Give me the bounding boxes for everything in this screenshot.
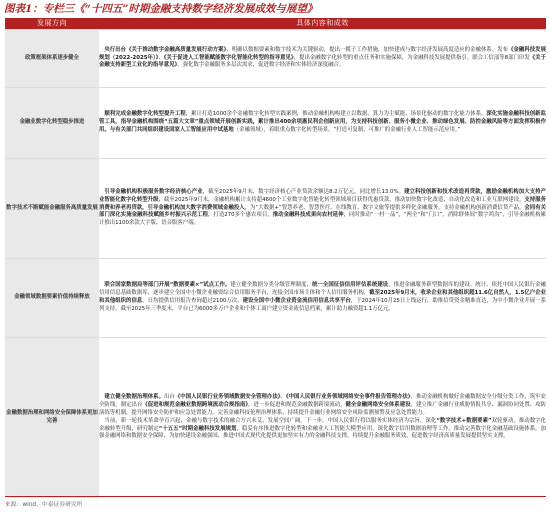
content-paragraph	[99, 418, 546, 441]
body-text: ，稳妥有序推进数字化转型和金融业人工智能大模型应用，深化数字信用数据治理等工作，推动完善数字化金融基础设施体系，加强金融网络和数据安全保障，为加快建设金融强国、推进中国式现代化提供更加坚实有力的金融科技支撑，持续提升金融服务质效，促进数字经济高质量发展提供坚实支撑。	[99, 425, 546, 440]
bottom-divider	[5, 496, 546, 497]
table-row	[5, 88, 546, 159]
content-paragraph	[99, 189, 546, 228]
row-content	[99, 88, 546, 159]
highlight-text: 《中国人民银行业务领域网络安全事件报告管理办法》	[285, 394, 411, 401]
content-paragraph	[99, 111, 546, 134]
body-text: 当前，新一轮技术革命孕育兴起，金融与数字技术的融合方兴未艾，发展空间广阔。下一步，中国人民银行将以服务实体经济为宗旨，深化	[104, 417, 437, 424]
highlight-text: 《关于促进人工智能赋能数字化智能化转型的指导意见》	[163, 54, 294, 61]
policy-table	[5, 18, 546, 498]
highlight-text: 深化实施金融科技创新监管工具	[99, 111, 546, 126]
highlight-text: 推动金融科技成果向农村延伸	[272, 212, 344, 219]
body-text: 建立健全数据分类分级管理制度，	[230, 282, 313, 289]
highlight-text: 《关于金融支持新型工业化的指导意见》	[99, 54, 546, 69]
table-header-row	[5, 18, 546, 30]
body-text: 双轮驱动，推动数字化金融转型升级，研究制定	[99, 417, 546, 432]
content-paragraph	[99, 47, 546, 70]
source-note: 来源：wind，中泰证券研究所	[5, 502, 83, 508]
body-text: ，提出金融数字化转型的重点任务和实施保障，为金融科技发展提供指引。联合工信部等8部门印发	[293, 54, 530, 61]
highlight-text: 建设全国中小微企业资金流信用信息共享平台	[242, 298, 351, 304]
body-text: ，打造270多个惠农项目，	[207, 212, 273, 219]
row-direction: 政策框架体系逐步健全	[5, 30, 99, 88]
figure-title: 图表1：专栏三《“十四五”时期金融支持数字经济发展成效与展望》	[4, 3, 318, 15]
body-text: ，推进金融服务新型数据库的建设。统计、依托中国人民银行金融信用信息基础数据库，逐步建立全国中小微企业融资综合信用服务平台，连接全国市场主体和个人信用服务机构，	[99, 282, 546, 297]
highlight-text: 联合国家数据局等部门开展“数据要素×”试点工作。	[104, 282, 231, 289]
row-content	[99, 159, 546, 259]
highlight-text: 引导金融机构积极服务数字经济核心产业	[104, 189, 203, 195]
highlight-text: “十五五”时期金融科技发展规划	[158, 425, 237, 432]
table-row	[5, 338, 546, 498]
content-paragraph	[99, 394, 546, 417]
body-text: 、	[280, 394, 286, 401]
row-direction: 金融领域数据要素价值持续释放	[5, 259, 99, 338]
row-content	[99, 338, 546, 498]
row-content	[99, 259, 546, 338]
highlight-text: 央行出台《关于推动数字金融高质量发展行动方案》	[104, 46, 227, 53]
body-text: ，截至2025年9月末，数字经济核心产业贷款余额达8.2万亿元，同比增长13.0%。	[202, 189, 405, 195]
row-direction: 金融业数字化转型稳步推进	[5, 88, 99, 159]
highlight-text: 建立健全数据治理体系。	[104, 394, 164, 401]
body-text: ，明确以数据要素和数字技术为关键驱动，提出一揽子工作措施，加快建成与数字经济发展高度适应的金融体系。发布	[226, 46, 509, 53]
body-text: ，截至2025年9月末，金融机构累计支持超4600个工业数字化智能化转型领域项目获得优惠贷款，推动加快数字化改造、自动化改造和工业互联网建设。	[158, 196, 525, 203]
highlight-text: 截至2025年9月末，收录企业和其他组织超11.6亿自然人，1.5亿户企业和其他组织的信息	[99, 290, 546, 304]
table-row	[5, 30, 546, 88]
table-row	[5, 159, 546, 259]
body-text: ，强化数字金融服务多层次需求，促进数字经济和实体经济深度融合。	[177, 62, 345, 69]
content-paragraph	[99, 282, 546, 313]
body-text: ，为“大数据+”智慧养老、智慧医疗、在线教育、数字文旅等提供多样化金融服务。支持金融机构创新消费信贷产品。	[244, 204, 525, 211]
highlight-text: 统一全国征信信用评估系统建设	[312, 282, 389, 289]
body-text: 出台	[163, 394, 175, 401]
body-text: ，同时推动“一村一品”，“两全”和“门口”，消除群体间“数字鸿沟”，引导金融机构累计推出1100余款大字版、语音版客户端。	[99, 212, 546, 227]
highlight-text: 《促进和规范金融业数据跨境流动合规指南》	[142, 402, 248, 409]
body-text: ，累计打造1000余个金融数字化转型实践案例，推动金融机构构建立以数据、算力为主赋能、场景化驱动的数字化能力体系。	[185, 111, 487, 118]
row-direction: 数字技术不断赋能金融服务高质量发展	[5, 159, 99, 259]
highlight-text: 《金融科技发展规划（2022-2025年）》	[99, 46, 546, 61]
highlight-text: ，指导金融机构围绕“五篇大文章”重点领域开展创新实践，累计推出400余项惠民利企创新应用，为支持科技创新、服务小微企业、推动绿色发展、防控金融风险等方面发挥积极作用。与有关部门共同组织建设国家人工智能应用中试基地	[99, 119, 546, 133]
body-text: （金融领域），着眼重点数字化转型场景，“打造可复制、可推广的金融行业人工智能示范应用。”	[233, 126, 461, 133]
body-text: ，进一步促进和规范金融数据跨境流动。	[248, 402, 346, 409]
body-text: ，推动金融机构做好金融数据安全分级分类工作，筑牢安全防线。制定出台	[99, 394, 546, 409]
highlight-text: 顺利完成金融数字化转型提升工程	[104, 111, 186, 118]
header-direction: 发展方向	[5, 18, 99, 30]
body-text: 、	[158, 54, 164, 61]
header-content: 具体内容和成效	[99, 18, 546, 30]
body-text: 。日均提供信用报告查询超过2100万次。	[142, 298, 243, 304]
body-text: ，于2024年10月25日上线运行，助推信贷资金精准直达，为中小微企业开展一系列支持。截至2025年三季度末，平台已为6000多万户企业和个体工商户建立资金流信息档案，累计助力融资超1.1万亿元。	[99, 298, 546, 312]
highlight-text: “数字技术+数据要素”	[436, 417, 492, 424]
highlight-text: 《中国人民银行业务领域数据安全管理办法》	[174, 394, 281, 401]
row-content	[99, 30, 546, 88]
table-row	[5, 259, 546, 338]
highlight-text: 支持服务消费和养老再贷款，引导金融机构加大数字消费领域金融投入	[99, 196, 546, 211]
body-text: ，建立推广金融行业威胁情报共享、漏洞协同处置、攻防演练等机制，提升网络安全防护和应急处置能力。完善金融科技伦理治理体系，持续提升金融行业网络安全风险监测预警及应急处置能力。	[99, 402, 546, 416]
row-direction: 金融数据治理和网络安全保障体系更加完善	[5, 338, 99, 498]
highlight-text: 建立科技创新和技术改造再贷款，激励金融机构加大支持产业智能化数字化转型升级	[99, 189, 546, 203]
highlight-text: 会同有关部门深化实施金融科技赋能乡村振兴示范工程	[99, 204, 546, 219]
highlight-text: 健全金融网络安全体系建设	[345, 402, 411, 409]
